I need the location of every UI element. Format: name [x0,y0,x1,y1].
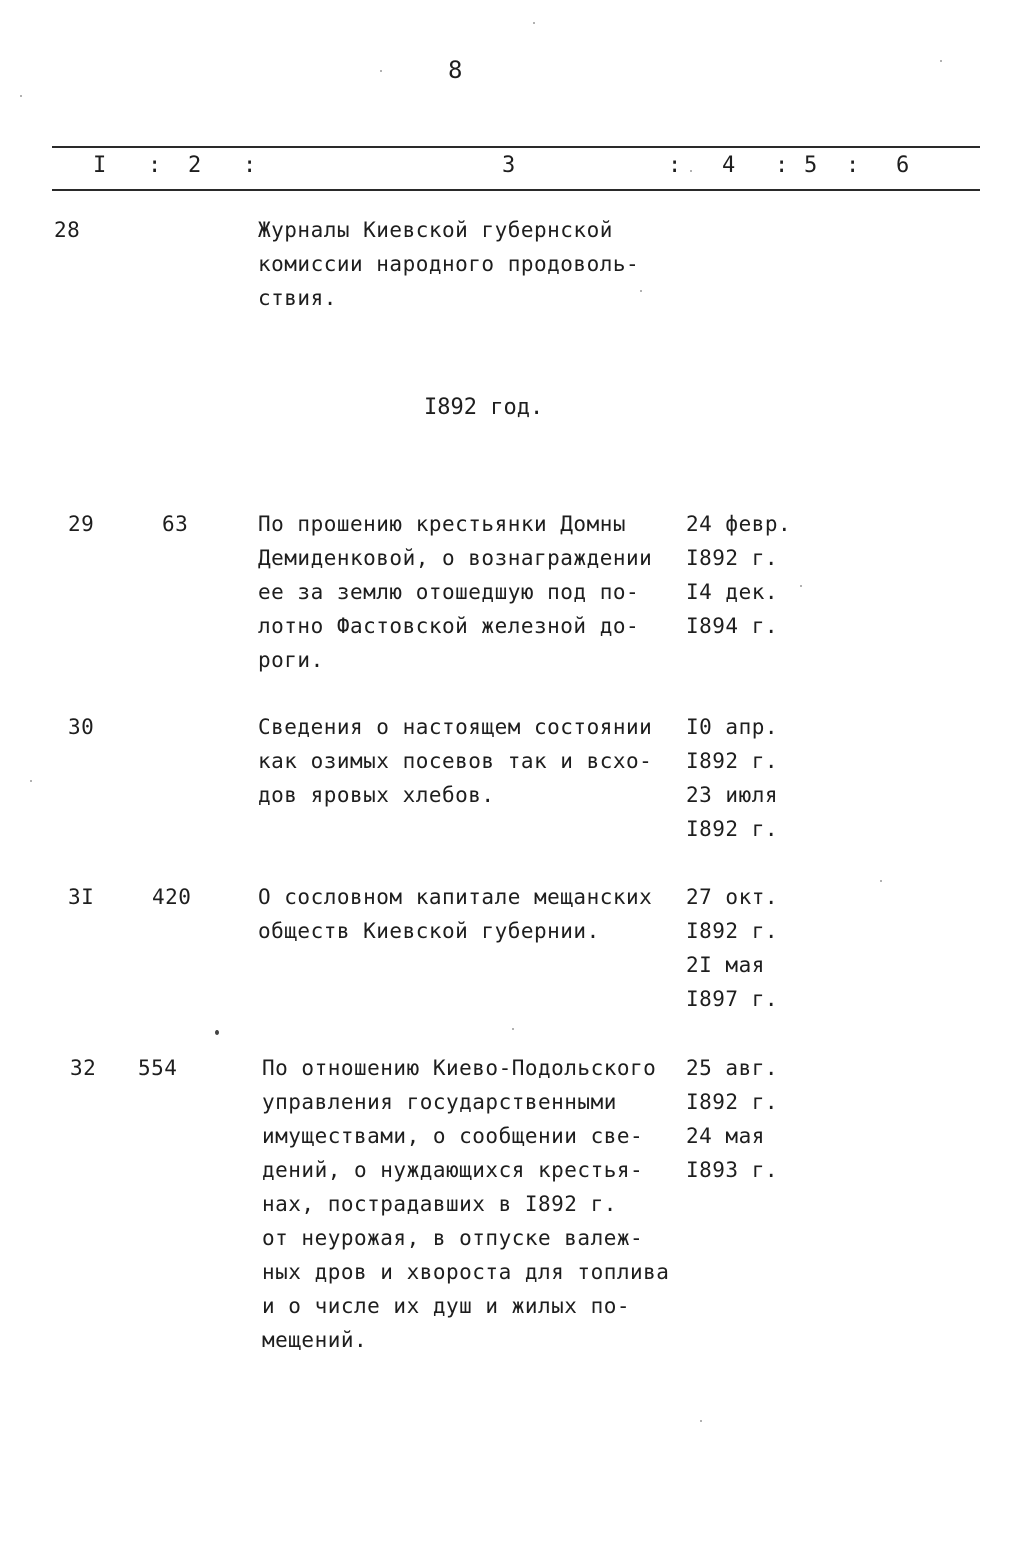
date-line: 24 мая [686,1124,765,1148]
table-header-top-rule [52,146,980,148]
description-line: обществ Киевской губернии. [258,919,600,943]
date-line: 25 авг. [686,1056,779,1080]
description-line: мещений. [262,1328,368,1352]
entry-description [258,507,652,677]
description-line: нах, пострадавших в I892 г. [262,1192,617,1216]
header-col-3: 3 [502,153,516,178]
scan-speck [215,1030,219,1035]
date-line: I892 г. [686,1090,779,1114]
date-line: I0 апр. [686,715,779,739]
date-line: I894 г. [686,614,779,638]
description-line: имуществами, о сообщении све- [262,1124,644,1148]
description-line: ее за землю отошедшую под по- [258,580,640,604]
table-header-bottom-rule [52,189,980,191]
date-line: I892 г. [686,749,779,773]
date-line: 2I мая [686,953,765,977]
scan-speck [940,60,942,62]
scan-speck [690,170,692,172]
entry-number: 3I [68,885,95,909]
date-line: 23 июля [686,783,779,807]
entry-item-number: 420 [152,885,192,909]
scan-speck [800,585,802,587]
scan-speck [700,1420,702,1422]
description-line: О сословном капитале мещанских [258,885,653,909]
description-line: ствия. [258,286,337,310]
scan-speck [30,780,32,782]
page-number: 8 [448,56,463,84]
date-line: I892 г. [686,546,779,570]
header-col-2: 2 [188,153,202,178]
header-separator: : [243,153,257,178]
entry-number: 29 [68,512,95,536]
entry-description [258,213,639,315]
scan-speck [380,70,382,72]
entry-dates [686,710,778,846]
header-separator: : [846,153,860,178]
description-line: и о числе их душ и жилых по- [262,1294,631,1318]
header-separator: : [148,153,162,178]
entry-dates [686,880,778,1016]
header-col-5: 5 [804,153,818,178]
entry-dates [686,1051,778,1187]
date-line: I4 дек. [686,580,779,604]
scan-speck [533,22,535,24]
header-separator: : [775,153,789,178]
description-line: дений, о нуждающихся крестья- [262,1158,644,1182]
description-line: Демиденковой, о вознаграждении [258,546,653,570]
entry-number: 32 [70,1056,97,1080]
entry-item-number: 554 [138,1056,178,1080]
entry-description [258,880,652,948]
description-line: ных дров и хвороста для топлива [262,1260,670,1284]
description-line: По прошению крестьянки Домны [258,512,627,536]
date-line: I892 г. [686,919,779,943]
scan-speck [640,290,642,292]
description-line: от неурожая, в отпуске валеж- [262,1226,644,1250]
description-line: лотно Фастовской железной до- [258,614,640,638]
description-line: дов яровых хлебов. [258,783,495,807]
entry-description [262,1051,669,1357]
description-line: По отношению Киево-Подольского [262,1056,657,1080]
description-line: Журналы Киевской губернской [258,218,613,242]
date-line: I897 г. [686,987,779,1011]
header-col-1: I [93,153,107,178]
entry-number: 30 [68,715,95,739]
header-col-4: 4 [722,153,736,178]
date-line: 24 февр. [686,512,792,536]
description-line: как озимых посевов так и всхо- [258,749,653,773]
header-col-6: 6 [896,153,910,178]
header-separator: : [668,153,682,178]
year-heading: I892 год. [424,395,544,420]
date-line: I893 г. [686,1158,779,1182]
description-line: комиссии народного продоволь- [258,252,640,276]
description-line: роги. [258,648,324,672]
description-line: Сведения о настоящем состоянии [258,715,653,739]
entry-dates [686,507,791,643]
entry-description [258,710,652,812]
scan-speck [880,880,882,882]
date-line: I892 г. [686,817,779,841]
date-line: 27 окт. [686,885,779,909]
scan-speck [512,1028,514,1030]
description-line: управления государственными [262,1090,617,1114]
entry-number: 28 [54,218,81,242]
scan-speck [20,95,22,97]
entry-item-number: 63 [162,512,189,536]
